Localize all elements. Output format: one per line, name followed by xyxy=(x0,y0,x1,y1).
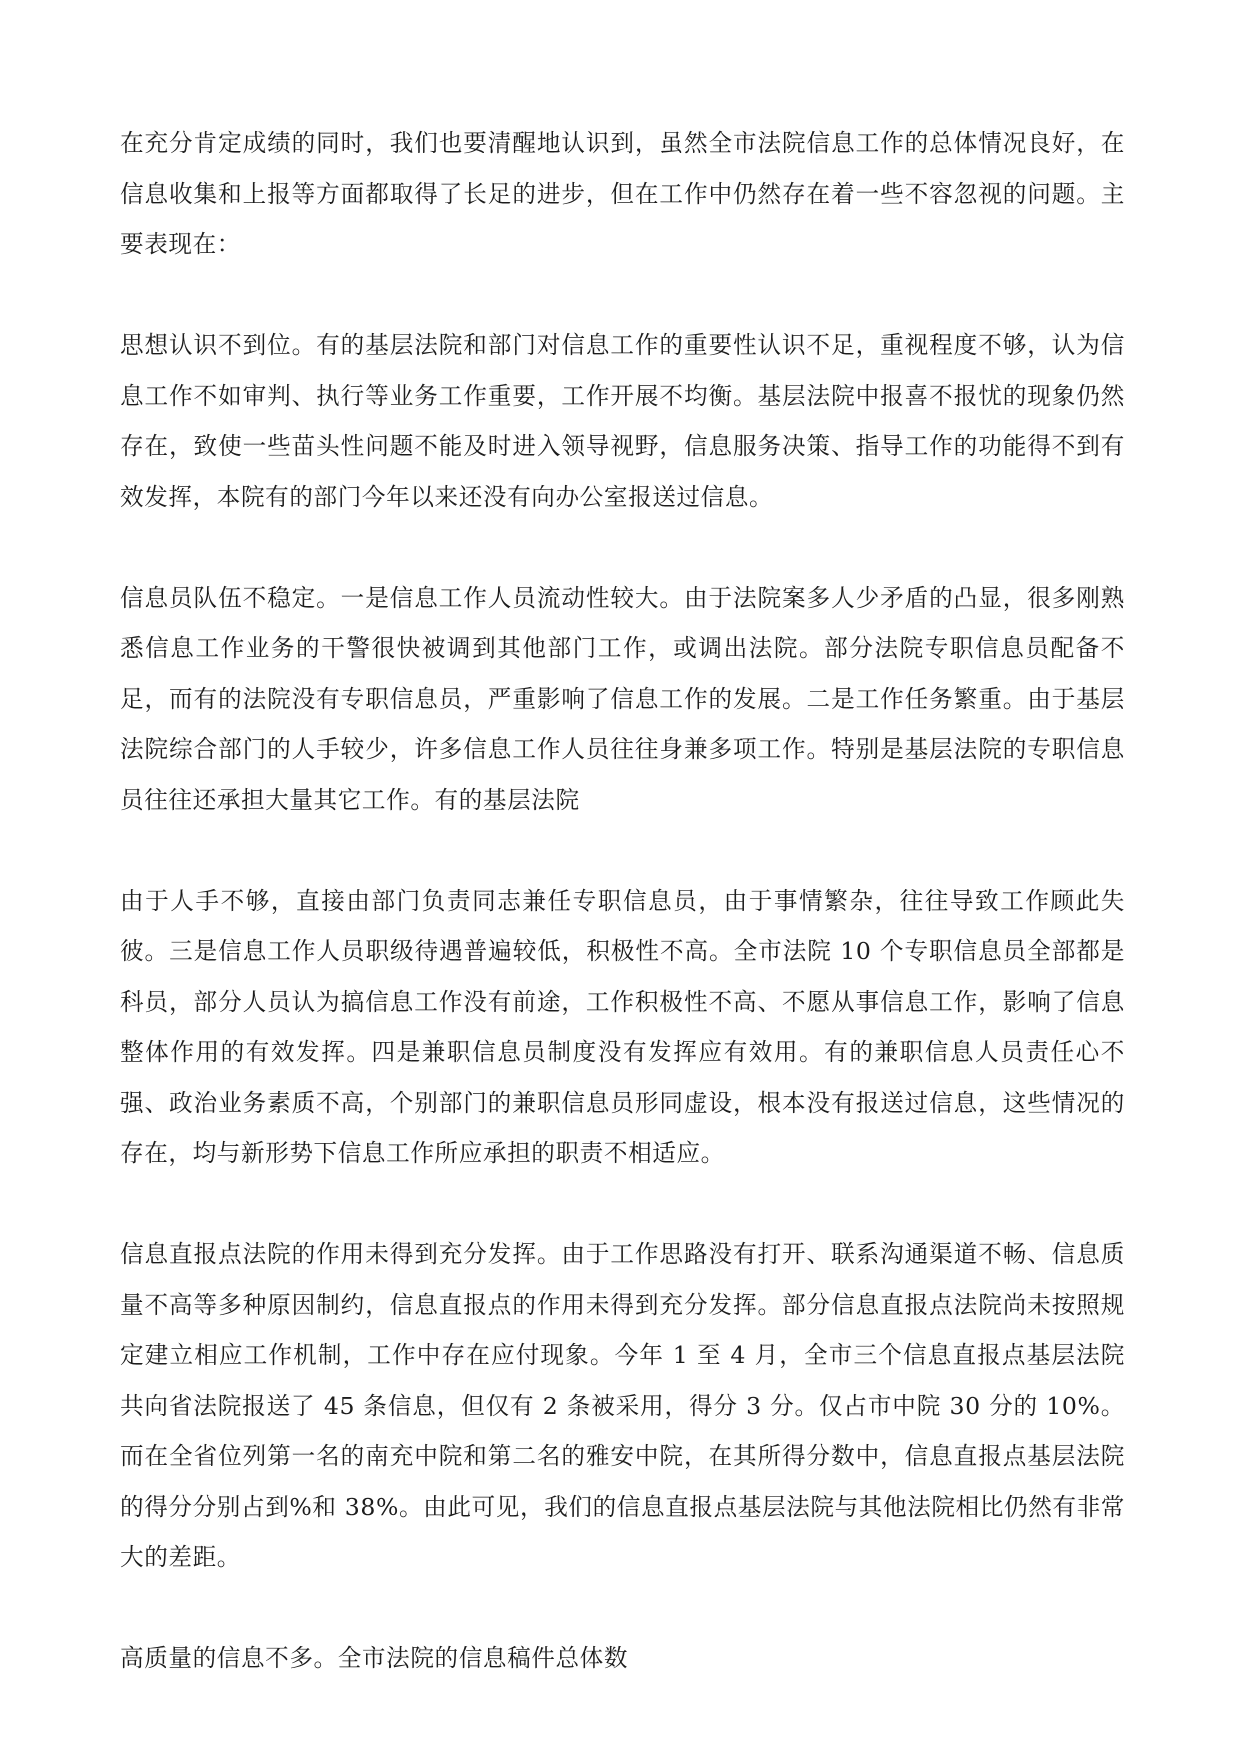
paragraph-high-quality-info: 高质量的信息不多。全市法院的信息稿件总体数 xyxy=(120,1644,629,1672)
paragraph-ideological-awareness: 思想认识不到位。有的基层法院和部门对信息工作的重要性认识不足，重视程度不够，认为信息工作不如审判、执行等业务工作重要，工作开展不均衡。基层法院中报喜不报忧的现象仍然存在，致使一些苗头性问题不能及时进入领导视野，信息服务决策、指导工作的功能得不到有效发挥，本院有的部门今年以来还没有向办公室报送过信息。 xyxy=(120,331,1125,511)
paragraph-staff-instability: 信息员队伍不稳定。一是信息工作人员流动性较大。由于法院案多人少矛盾的凸显，很多刚熟悉信息工作业务的干警很快被调到其他部门工作，或调出法院。部分法院专职信息员配备不足，而有的法院没有专职信息员，严重影响了信息工作的发展。二是工作任务繁重。由于基层法院综合部门的人手较少，许多信息工作人员往往身兼多项工作。特别是基层法院的专职信息员往往还承担大量其它工作。有的基层法院 xyxy=(120,583,1125,814)
paragraph-direct-report-points: 信息直报点法院的作用未得到充分发挥。由于工作思路没有打开、联系沟通渠道不畅、信息质量不高等多种原因制约，信息直报点的作用未得到充分发挥。部分信息直报点法院尚未按照规定建立相应工作机制，工作中存在应付现象。今年 1 至 4 月，全市三个信息直报点基层法院共向省法院报送了 45 条信息，但仅有 2 条被采用，得分 3 分。仅占市中院 30 分的 10%。而在全省位列第一名的南充中院和第二名的雅安中院，在其所得分数中，信息直报点基层法院的得分分别占到%和 38%。由此可见，我们的信息直报点基层法院与其他法院相比仍然有非常大的差距。 xyxy=(120,1240,1125,1571)
paragraph-intro: 在充分肯定成绩的同时，我们也要清醒地认识到，虽然全市法院信息工作的总体情况良好，在信息收集和上报等方面都取得了长足的进步，但在工作中仍然存在着一些不容忽视的问题。主要表现在： xyxy=(120,129,1125,258)
document-body xyxy=(120,118,1125,1684)
paragraph-staff-continued: 由于人手不够，直接由部门负责同志兼任专职信息员，由于事情繁杂，往往导致工作顾此失彼。三是信息工作人员职级待遇普遍较低，积极性不高。全市法院 10 个专职信息员全部都是科员，部分人员认为搞信息工作没有前途，工作积极性不高、不愿从事信息工作，影响了信息整体作用的有效发挥。四是兼职信息员制度没有发挥应有效用。有的兼职信息人员责任心不强、政治业务素质不高，个别部门的兼职信息员形同虚设，根本没有报送过信息，这些情况的存在，均与新形势下信息工作所应承担的职责不相适应。 xyxy=(120,886,1125,1167)
